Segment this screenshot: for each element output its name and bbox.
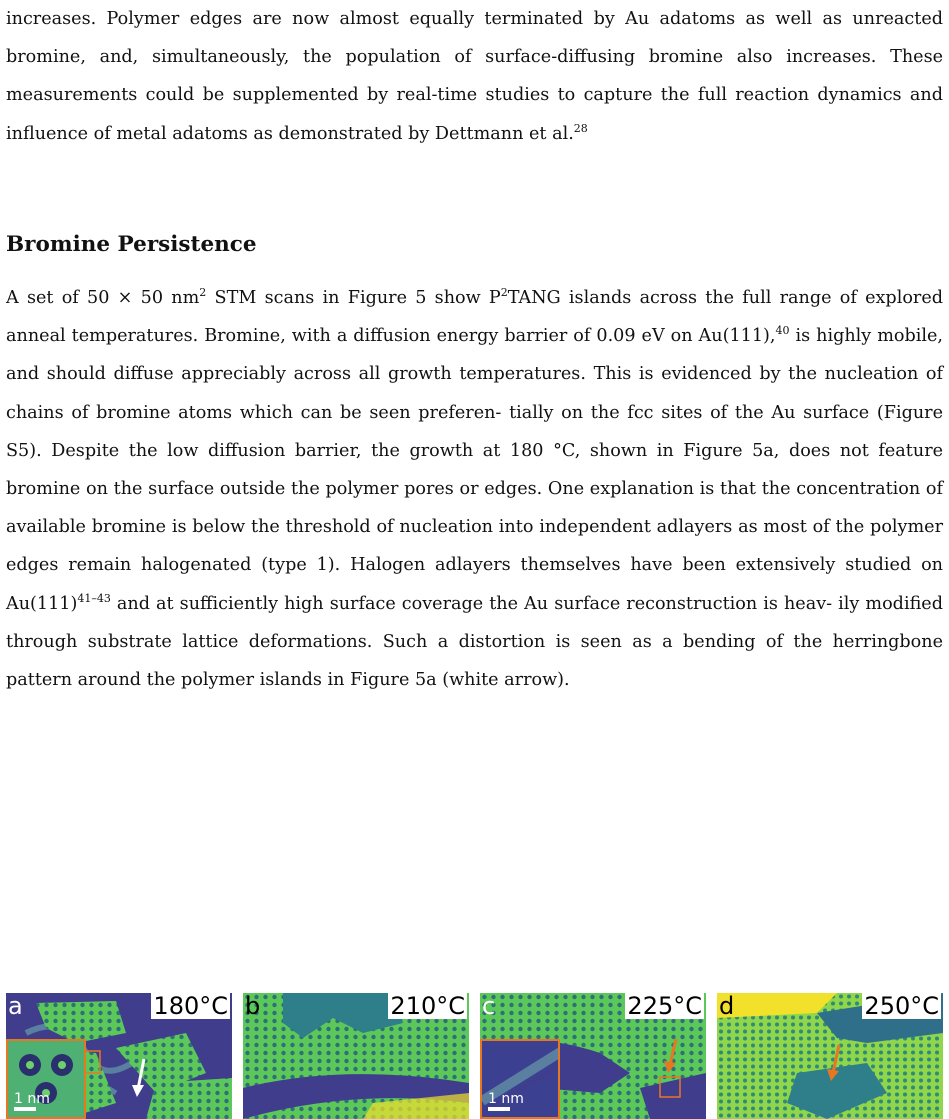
- p2-text: polymer pores or edges. One explanation is that the concentration of available bromine is: [6, 479, 944, 538]
- p2-text: Au(111),: [698, 326, 776, 347]
- panel-temp-d: 250°C: [864, 993, 939, 1020]
- panel-label-b: b: [245, 993, 261, 1020]
- p1-line-1: increases. Polymer edges are now almost equally terminated by Au adatoms as well as: [6, 9, 843, 29]
- figure-panel-d: [717, 993, 943, 1119]
- panel-label-d: d: [719, 993, 735, 1020]
- panel-temp-a: 180°C: [153, 993, 228, 1020]
- section-heading: Bromine Persistence: [6, 232, 257, 257]
- citation-41-43[interactable]: 41–43: [77, 591, 111, 605]
- panel-temp-c: 225°C: [627, 993, 702, 1020]
- p2-text: tially on the fcc sites of the Au surface (Figure S5). Despite the low diffusion barrier, the: [6, 402, 943, 461]
- p2-text: of the herringbone pattern around the polymer islands in Figure 5a (white arrow).: [6, 631, 944, 691]
- scale-label-a: 1 nm: [14, 1091, 50, 1107]
- p2-text: growth at 180 °C, shown in Figure 5a, does not feature bromine on the surface outside the: [6, 440, 944, 500]
- panel-label-a: a: [8, 993, 23, 1020]
- p2-text: Au(111): [6, 593, 78, 614]
- p2-text: below the threshold of nucleation into independent adlayers as most of the polymer edges: [6, 517, 943, 576]
- p1-line-3: increases. These measurements could be supplemented by real-time studies to capture the: [6, 47, 944, 106]
- paragraph-bromine: [6, 279, 943, 699]
- p2-text: is highly mobile, and should diffuse appreciably across all growth temperatures.: [6, 326, 943, 385]
- citation-28[interactable]: 28: [573, 121, 588, 135]
- figure-panel-a: [6, 993, 232, 1119]
- inset-zoom-c: [480, 1039, 560, 1119]
- panel-label-c: c: [482, 993, 496, 1020]
- p2-text: of explored anneal temperatures. Bromine, with a diffusion energy barrier of 0.09 eV on: [6, 288, 943, 347]
- paragraph-continued: [6, 0, 943, 153]
- p2-text: STM scans in Figure 5 show P: [206, 288, 501, 308]
- p1-line-4: full reaction dynamics and influence of metal adatoms as demonstrated by Dettmann et al.: [6, 85, 943, 144]
- scale-bar-c: [488, 1092, 524, 1111]
- figure-panel-b: [243, 993, 469, 1119]
- scale-bar-a: [14, 1092, 50, 1111]
- superscript: 2: [500, 286, 508, 300]
- panel-temp-b: 210°C: [390, 993, 465, 1020]
- inset-zoom-a: [6, 1039, 86, 1119]
- superscript: 2: [199, 286, 207, 300]
- p2-text: and at sufficiently high surface coverage the Au surface reconstruction is heav-: [110, 593, 833, 614]
- figure-panel-c: [480, 993, 706, 1119]
- p2-text: ily modified through substrate lattice deformations. Such a distortion is seen as a bending: [6, 593, 943, 652]
- scale-label-c: 1 nm: [488, 1091, 524, 1107]
- p2-text: TANG islands across the full range: [507, 288, 832, 308]
- p2-text: remain halogenated (type 1). Halogen adlayers themselves have been extensively studied on: [68, 555, 943, 576]
- p1-line-2: unreacted bromine, and, simultaneously, the population of surface-diffusing bromine also: [6, 9, 943, 68]
- p2-text: This is evidenced by the nucleation of chains of bromine atoms which can be seen preferen-: [6, 364, 944, 423]
- p2-text: A set of 50 × 50 nm: [6, 288, 200, 308]
- citation-40[interactable]: 40: [775, 324, 790, 338]
